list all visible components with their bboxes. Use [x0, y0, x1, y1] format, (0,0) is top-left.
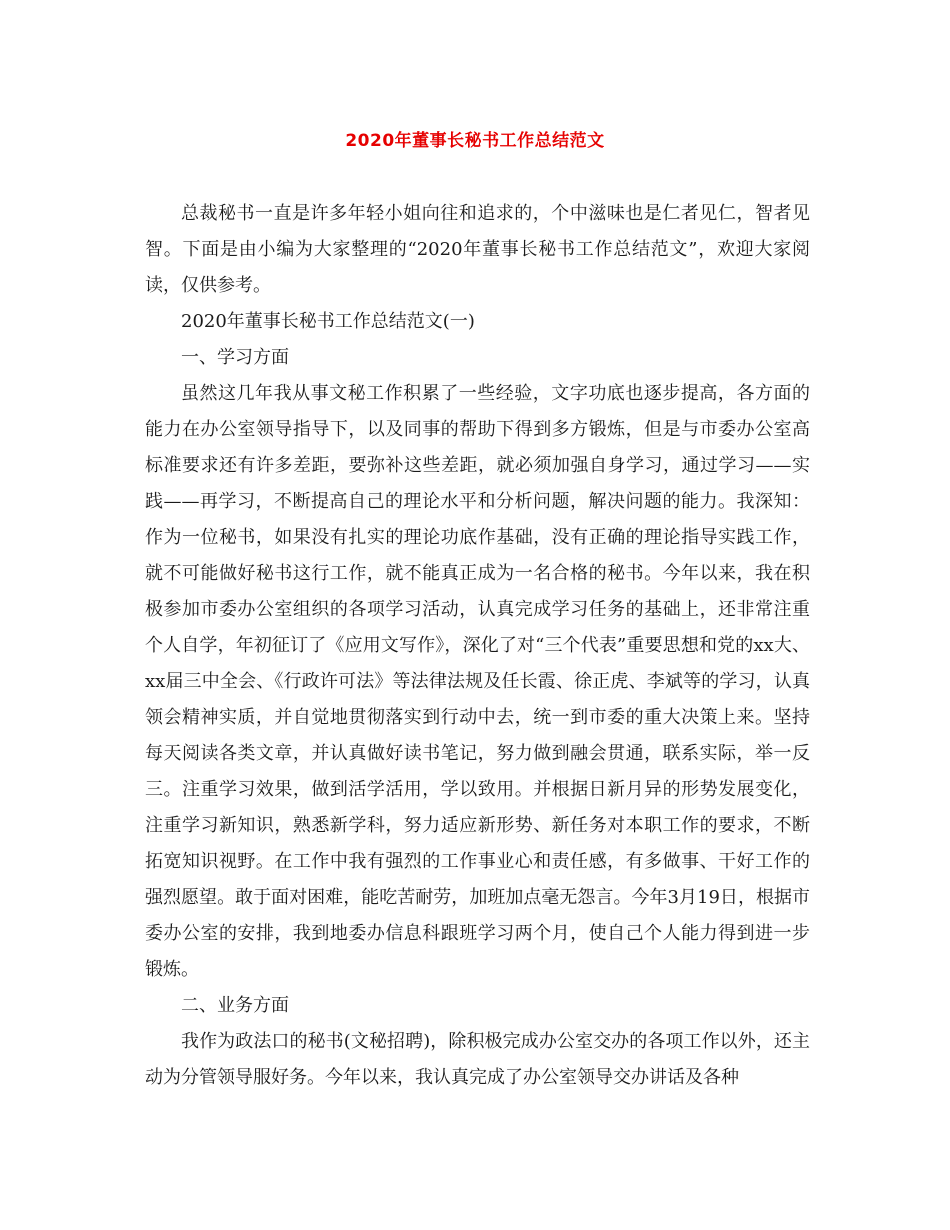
document-title: 2020年董事长秘书工作总结范文 — [345, 131, 605, 151]
study-paragraph: 虽然这几年我从事文秘工作积累了一些经验，文字功底也逐步提高，各方面的能力在办公室领导指导下，以及同事的帮助下得到多方锻炼，但是与市委办公室高标准要求还有许多差距，要弥补这些差距，就必须加强自身学习，通过学习——实践——再学习，不断提高自己的理论水平和分析问题，解决问题的能力。我深知：作为一位秘书，如果没有扎实的理论功底作基础，没有正确的理论指导实践工作，就不可能做好秘书这行工作，就不能真正成为一名合格的秘书。今年以来，我在积极参加市委办公室组织的各项学习活动，认真完成学习任务的基础上，还非常注重个人自学，年初征订了《应用文写作》，深化了对“三个代表”重要思想和党的xx大、xx届三中全会、《行政许可法》等法律法规及任长霞、徐正虎、李斌等的学习，认真领会精神实质，并自觉地贯彻落实到行动中去，统一到市委的重大决策上来。坚持每天阅读各类文章，并认真做好读书笔记，努力做到融会贯通，联系实际，举一反三。注重学习效果，做到活学活用，学以致用。并根据日新月异的形势发展变化，注重学习新知识，熟悉新学科，努力适应新形势、新任务对本职工作的要求，不断拓宽知识视野。在工作中我有强烈的工作事业心和责任感，有多做事、干好工作的强烈愿望。敢于面对困难，能吃苦耐劳，加班加点毫无怨言。今年3月19日，根据市委办公室的安排，我到地委办信息科跟班学习两个月，使自己个人能力得到进一步锻炼。 — [145, 383, 810, 980]
section-heading-study: 一、学习方面 — [181, 347, 289, 368]
section-heading-business: 二、业务方面 — [181, 995, 289, 1016]
document-body — [145, 196, 810, 1096]
section-heading-part-one: 2020年董事长秘书工作总结范文(一) — [181, 311, 475, 332]
intro-paragraph: 总裁秘书一直是许多年轻小姐向往和追求的，个中滋味也是仁者见仁，智者见智。下面是由小编为大家整理的“2020年董事长秘书工作总结范文”，欢迎大家阅读，仅供参考。 — [145, 203, 810, 296]
business-paragraph: 我作为政法口的秘书(文秘招聘)，除积极完成办公室交办的各项工作以外，还主动为分管领导服好务。今年以来，我认真完成了办公室领导交办讲话及各种 — [145, 1031, 810, 1088]
